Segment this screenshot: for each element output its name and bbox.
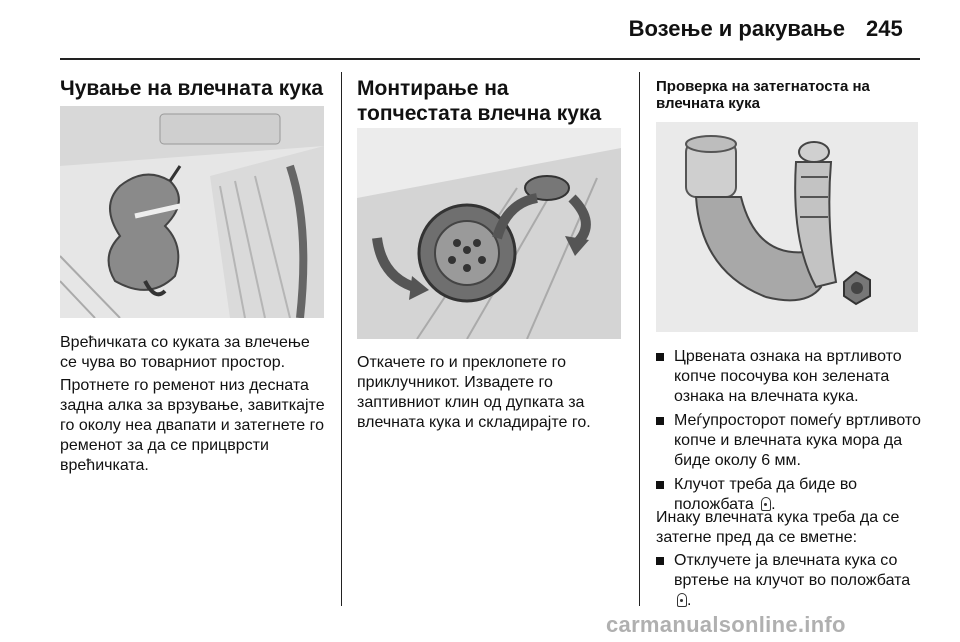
list-item: Отклучете ја влечната кука со вртење на клучот во положбата . xyxy=(656,551,922,611)
tension-check-list xyxy=(656,347,922,519)
list-item: Црвената ознака на вртливото копче посочува кон зелената ознака на влечната кука. xyxy=(656,347,922,407)
tow-hook-tension-photo xyxy=(656,122,918,332)
bullet-icon xyxy=(656,557,664,565)
list-item: Меѓупросторот помеѓу вртливото копче и влечната кука мора да биде околу 6 мм. xyxy=(656,411,922,471)
mounting-paragraph: Откачете го и преклопете го приклучникот. Извадете го заптивниот клин од дупката за влечната кука и складирајте го. xyxy=(357,354,591,431)
unlock-list xyxy=(656,551,922,615)
column-divider-1 xyxy=(341,72,342,606)
column-divider-2 xyxy=(639,72,640,606)
header-divider xyxy=(60,58,920,60)
bullet-icon xyxy=(656,417,664,425)
section-heading-mounting: Монтирање на топчестата влечна кука xyxy=(357,77,602,126)
page-header-title: Возење и ракување xyxy=(628,16,845,41)
storage-paragraph-1: Врећичката со куката за влечење се чува во товарниот простор. xyxy=(60,334,310,371)
tow-hook-bag-in-trunk-photo xyxy=(60,106,324,318)
open-lock-icon xyxy=(677,593,687,607)
bullet-icon xyxy=(656,353,664,361)
bullet-icon xyxy=(656,481,664,489)
tension-paragraph: Инаку влечната кука треба да се затегне пред да се вметне: xyxy=(656,509,900,546)
watermark: carmanualsonline.info xyxy=(606,612,846,637)
page-number: 245 xyxy=(866,16,903,41)
section-heading-tension-check: Проверка на затегнатоста на влечната кука xyxy=(656,78,870,113)
tow-hook-socket-photo xyxy=(357,128,621,339)
storage-paragraph-2: Протнете го ременот низ десната задна алка за врзување, завиткајте го околу неа двапати и затегнете го ременот за да се прицврсти врећичката. xyxy=(60,377,325,474)
section-heading-storage: Чување на влечната кука xyxy=(60,77,324,100)
list-item: Клучот треба да биде во положбата . xyxy=(656,475,922,515)
